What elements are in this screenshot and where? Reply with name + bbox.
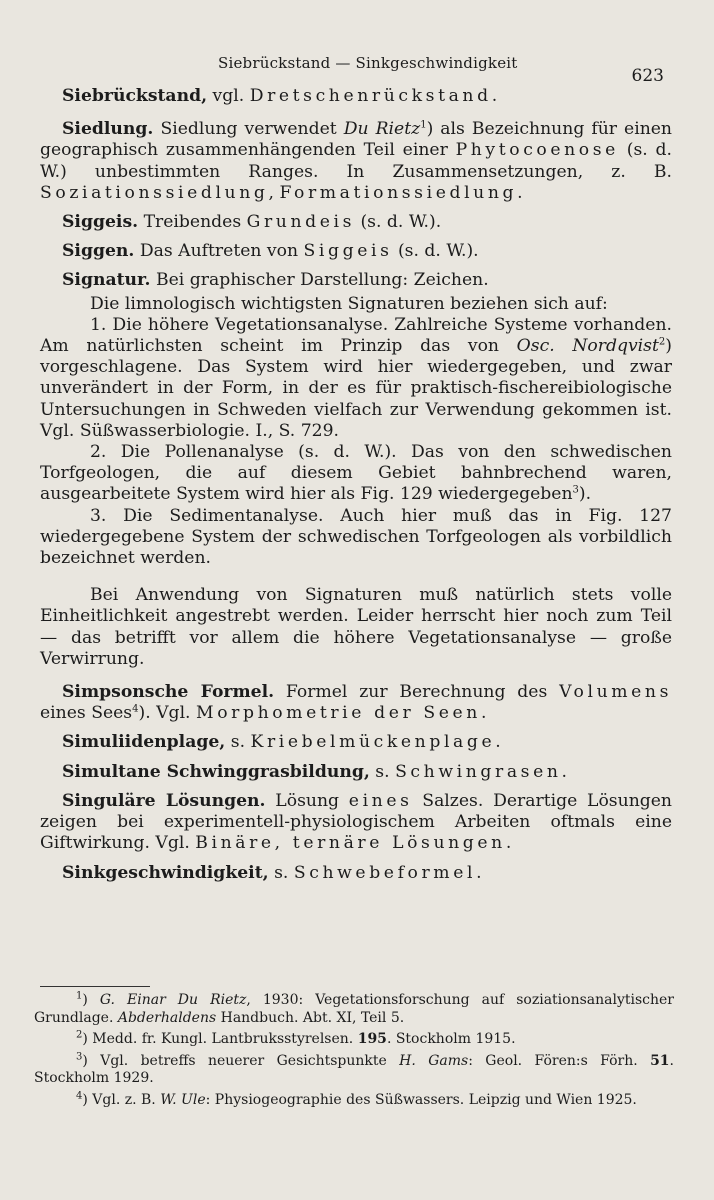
entry-text: (s. d. W.). — [355, 212, 442, 233]
entry-siebrueckstand — [40, 86, 672, 107]
entry-siggen — [40, 241, 672, 262]
headword: Sinkgeschwindigkeit, — [62, 862, 269, 883]
headword: Signatur. — [62, 270, 151, 291]
signatur-intro: Die limnologisch wichtigsten Signaturen beziehen sich auf: — [90, 293, 608, 314]
footnote-1: $^1$) G. Einar Du Rietz, 1930: Vegetationsforschung auf soziationsanalytischer Grundlage. Abderhaldens Handbuch. Abt. XI, Teil 5. — [34, 990, 674, 1026]
entry-text: . — [561, 761, 568, 782]
headword: Siggen. — [62, 241, 135, 262]
entry-singulaere-loesungen — [40, 791, 672, 855]
volume-number: 51 — [650, 1052, 670, 1069]
spaced-term: Binäre, ternäre Lösungen — [195, 833, 506, 854]
signatur-remark: Bei Anwendung von Signaturen muß natürlich stets volle Einheitlichkeit angestrebt werden. Leider herrscht hier noch zum Teil — das betrifft vor allem die höhere Vegetationsanalyse — große Verwirrung. — [40, 585, 672, 669]
main-text — [40, 86, 672, 892]
headword: Singuläre Lösungen. — [62, 790, 266, 811]
entry-text: . — [505, 833, 512, 854]
footnote-marker: 3 — [76, 1051, 83, 1063]
signatur-item-3: 3. Die Sedimentanalyse. Auch hier muß das in Fig. 127 wiedergegebene System der schwedischen Torfgeologen als vorbildlich bezeichnet werden. — [40, 505, 672, 569]
entry-text: s. — [268, 862, 294, 883]
footnote-text: . Stockholm 1929. — [34, 1052, 674, 1087]
footnote-ref: 3 — [572, 484, 579, 496]
headword: Simpsonsche Formel. — [62, 682, 275, 703]
spaced-term: Morphometrie der Seen — [196, 703, 481, 724]
footnote-3: $^3$) Vgl. betreffs neuerer Gesichtspunkte H. Gams: Geol. Fören:s Förh. 51. Stockholm 1929. — [34, 1051, 674, 1087]
paragraph-text: ). — [578, 484, 592, 505]
entry-simuliidenplage — [40, 732, 672, 753]
footnote-2: $^2$) Medd. fr. Kungl. Lantbruksstyrelsen. 195. Stockholm 1915. — [76, 1029, 516, 1048]
author-name: W. Ule — [160, 1091, 206, 1108]
entry-text: (s. d. W.) unbestimmten Ranges. In Zusammensetzungen, z. B. — [40, 140, 673, 182]
entry-text: ). Vgl. — [138, 703, 196, 724]
entry-text: . — [517, 182, 523, 203]
footnote-text: Handbuch. Abt. XI, Teil 5. — [216, 1009, 405, 1026]
spaced-term: Formationssiedlung — [279, 182, 518, 203]
headword: Simultane Schwinggrasbildung, — [62, 761, 370, 782]
spaced-term: Soziationssiedlung — [40, 182, 269, 203]
publication-name: Abderhaldens — [117, 1009, 217, 1026]
running-title: Siebrückstand — Sinkgeschwindigkeit — [218, 54, 518, 72]
entry-text: Salzes. Derartige Lösungen zeigen bei experimentell-physiologischem Arbeiten oftmals eine Giftwirkung. Vgl. — [40, 790, 673, 854]
entry-text: (s. d. W.). — [392, 241, 479, 262]
headword: Siggeis. — [62, 212, 139, 233]
spaced-term: Phytocoenose — [455, 140, 619, 161]
entry-text: s. — [225, 732, 251, 753]
footnote-marker: 2 — [76, 1029, 83, 1041]
author-name: Du Rietz — [343, 119, 421, 140]
entry-signatur — [40, 270, 672, 291]
spaced-term: Kriebelmückenplage — [250, 732, 496, 753]
entry-text: . — [476, 862, 482, 883]
paragraph-text: ) vorgeschlagene. Das System wird hier wiedergegeben, und zwar unverändert in der Form, in der es für praktisch-fischereibiologische Untersuchungen in Schweden vielfach zur Verwendung gekommen ist. Vgl. Süßwasserbiologie. I., S. 729. — [40, 336, 672, 441]
spaced-term: Schwebeformel — [293, 862, 477, 883]
footnotes — [34, 992, 674, 1114]
footnote-ref: 1 — [420, 119, 427, 131]
page-number: 623 — [631, 66, 664, 86]
entry-text: eines Sees — [40, 703, 133, 724]
entry-text: s. — [369, 761, 396, 782]
footnote-ref: 2 — [658, 336, 666, 348]
entry-text: Bei graphischer Darstellung: Zeichen. — [150, 270, 489, 291]
footnote-text: Medd. fr. Kungl. Lantbruksstyrelsen. — [92, 1031, 358, 1048]
spaced-term: Schwingrasen — [395, 761, 562, 782]
entry-simpsonsche-formel — [40, 682, 672, 724]
author-name: G. Einar Du Rietz — [99, 992, 247, 1008]
entry-text: . — [480, 703, 487, 724]
spaced-term: Volumens — [559, 682, 673, 703]
spaced-term: Dretschenrückstand — [249, 86, 492, 106]
entry-text: Treibendes — [138, 212, 247, 233]
entry-text: , — [268, 182, 280, 203]
entry-text: . — [495, 732, 501, 753]
entry-text: Siedlung verwendet — [153, 119, 344, 140]
spaced-term: Siggeis — [303, 241, 393, 262]
footnote-ref: 4 — [132, 703, 139, 715]
headword: Siebrückstand, — [62, 86, 208, 106]
entry-siedlung — [40, 119, 672, 204]
entry-text: Das Auftreten von — [134, 241, 304, 262]
footnote-text: : Physiogeographie des Süßwassers. Leipzig und Wien 1925. — [205, 1091, 637, 1108]
entry-text: Formel zur Berechnung des — [274, 682, 560, 703]
entry-text: Lösung — [265, 790, 349, 811]
entry-simultane-schwinggrasbildung — [40, 762, 672, 783]
footnote-text: Vgl. z. B. — [92, 1091, 161, 1108]
entry-text: . — [491, 86, 498, 106]
footnote-text: Vgl. betreffs neuerer Gesichtspunkte — [100, 1052, 400, 1069]
volume-number: 195 — [357, 1031, 387, 1048]
spaced-term: Grundeis — [246, 212, 356, 233]
footnote-4: $^4$) Vgl. z. B. W. Ule: Physiogeographie des Süßwassers. Leipzig und Wien 1925. — [76, 1090, 637, 1108]
headword: Simuliidenplage, — [62, 732, 226, 753]
signatur-item-2 — [40, 442, 672, 506]
footnote-rule — [40, 986, 150, 987]
footnote-text: , 1930: Vegetationsforschung auf soziationsanalytischer Grundlage. — [34, 992, 674, 1026]
footnote-text: : Geol. Fören:s Förh. — [468, 1052, 651, 1069]
paragraph-text: 1. Die höhere Vegetationsanalyse. Zahlreiche Systeme vorhanden. Am natürlichsten scheint im Prinzip das von — [40, 314, 672, 357]
footnote-marker: 4 — [76, 1090, 83, 1102]
footnote-text: . Stockholm 1915. — [386, 1031, 516, 1048]
spaced-term: eines — [348, 790, 413, 811]
paragraph-text: 2. Die Pollenanalyse (s. d. W.). Das von den schwedischen Torfgeologen, die auf diesem Gebiet bahnbrechend waren, ausgearbeitete System wird hier als Fig. 129 wiedergegeben — [40, 442, 672, 505]
author-name: H. Gams — [399, 1052, 469, 1069]
entry-sinkgeschwindigkeit — [40, 863, 672, 884]
entry-siggeis — [40, 212, 672, 233]
page-header — [0, 52, 714, 86]
signatur-item-1 — [40, 315, 672, 442]
headword: Siedlung. — [62, 119, 154, 140]
entry-text: ) als Bezeichnung für einen geographisch zusammenhängenden Teil einer — [40, 119, 673, 161]
footnote-marker: 1 — [76, 990, 83, 1002]
entry-text: vgl. — [207, 86, 250, 106]
author-name: Osc. Nordqvist — [516, 336, 659, 357]
